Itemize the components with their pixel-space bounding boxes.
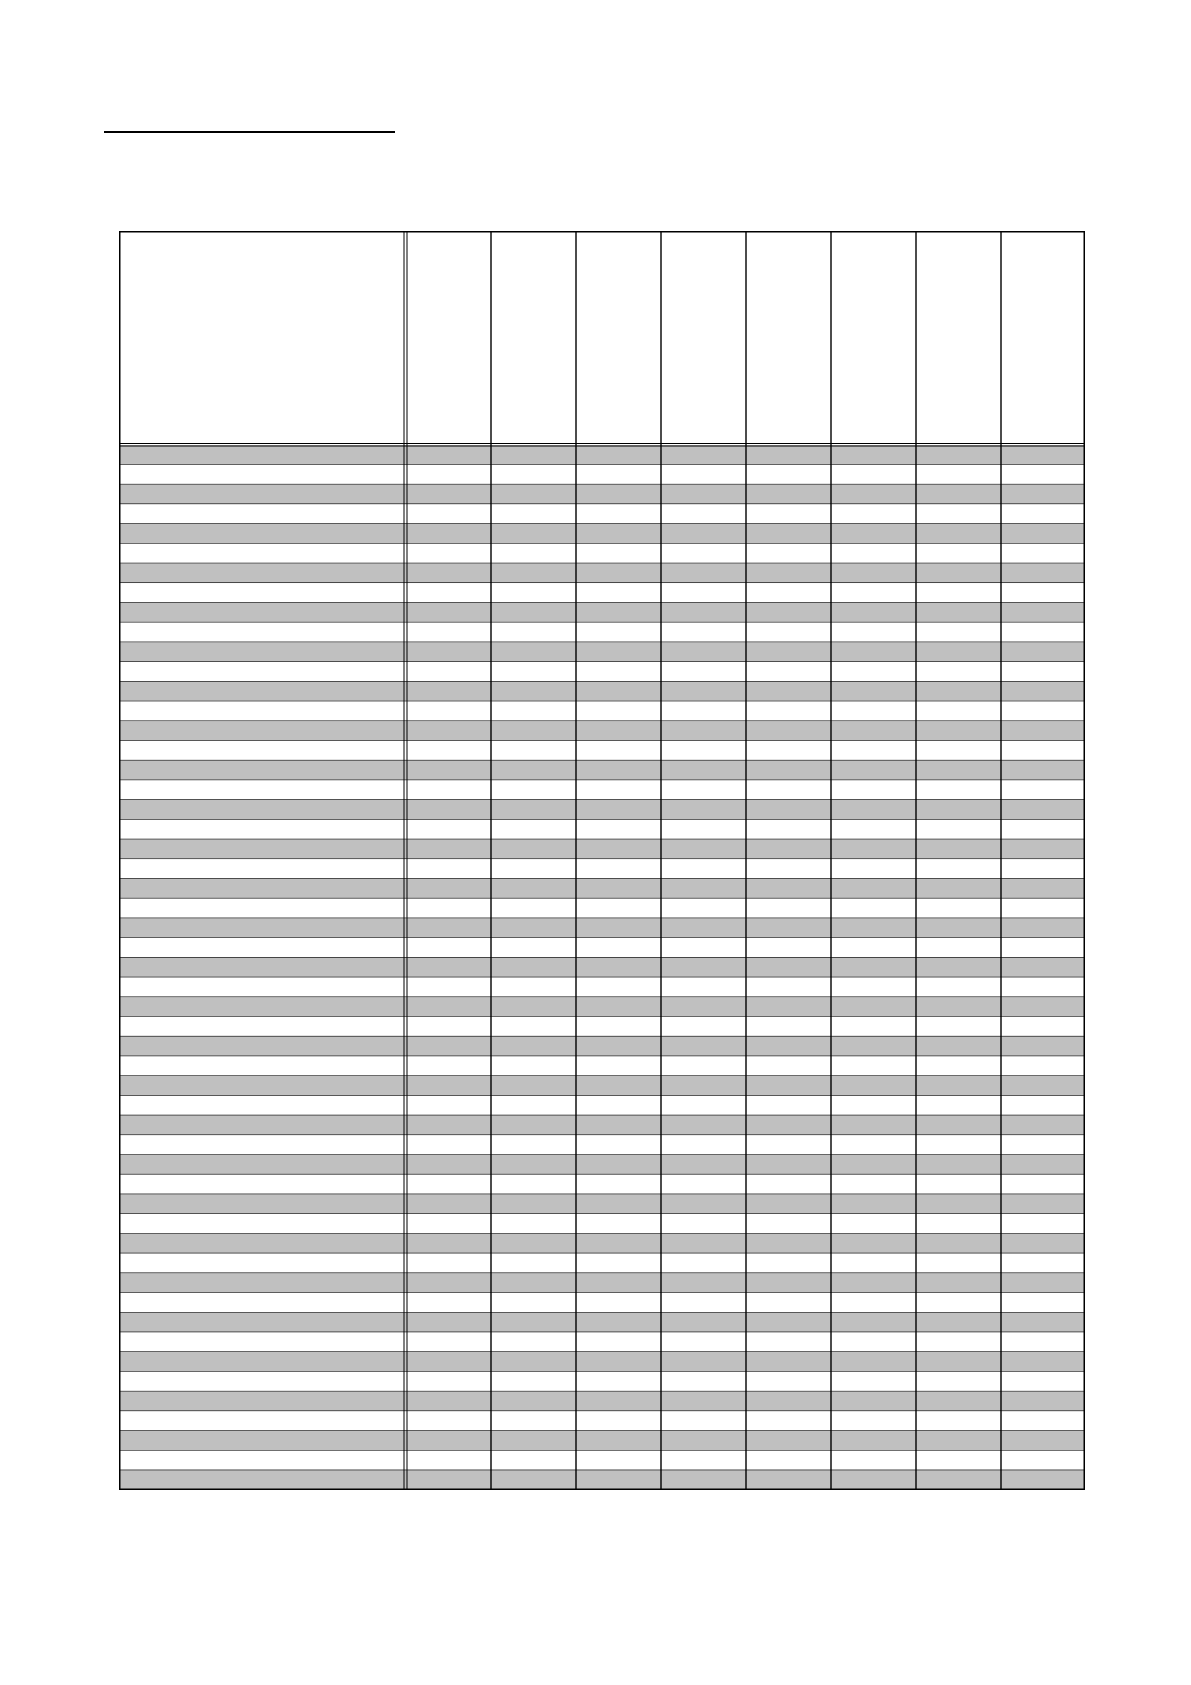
table-row <box>119 603 1085 623</box>
header-cell <box>491 231 576 445</box>
table-row <box>119 918 1085 938</box>
table-row <box>119 958 1085 978</box>
header-cell <box>916 231 1001 445</box>
table-row <box>119 1234 1085 1254</box>
data-table <box>119 231 1085 1490</box>
header-cell <box>119 231 406 445</box>
table-row <box>119 1175 1085 1195</box>
header-cell <box>746 231 831 445</box>
table-row <box>119 1431 1085 1451</box>
table-row <box>119 1451 1085 1471</box>
table-row <box>119 780 1085 800</box>
table-row <box>119 859 1085 879</box>
table-row <box>119 544 1085 564</box>
table-row <box>119 1313 1085 1333</box>
table-row <box>119 977 1085 997</box>
header-cell <box>406 231 491 445</box>
table-row <box>119 1155 1085 1175</box>
table-row <box>119 1037 1085 1057</box>
table-row <box>119 997 1085 1017</box>
table-row <box>119 642 1085 662</box>
table-row <box>119 1253 1085 1273</box>
table-row <box>119 820 1085 840</box>
table-row <box>119 682 1085 702</box>
table-row <box>119 1115 1085 1135</box>
table-row <box>119 583 1085 603</box>
table-row <box>119 662 1085 682</box>
table-row <box>119 1076 1085 1096</box>
table-row <box>119 1214 1085 1234</box>
table-row <box>119 800 1085 820</box>
header-cell <box>576 231 661 445</box>
table-row <box>119 1391 1085 1411</box>
header-cell <box>1001 231 1085 445</box>
table-row <box>119 1372 1085 1392</box>
header-cell <box>661 231 746 445</box>
table-row <box>119 1332 1085 1352</box>
table-row <box>119 1411 1085 1431</box>
header-cell <box>831 231 916 445</box>
table-row <box>119 898 1085 918</box>
table-row <box>119 1056 1085 1076</box>
table-row <box>119 1352 1085 1372</box>
table-row <box>119 1017 1085 1037</box>
table-row <box>119 839 1085 859</box>
table-row <box>119 1135 1085 1155</box>
table-row <box>119 622 1085 642</box>
table-row <box>119 1273 1085 1293</box>
table-row <box>119 504 1085 524</box>
table-row <box>119 721 1085 741</box>
table-row <box>119 524 1085 544</box>
table-row <box>119 465 1085 485</box>
table-row <box>119 879 1085 899</box>
table-row <box>119 445 1085 465</box>
table-row <box>119 1470 1085 1490</box>
title-underline <box>104 131 395 133</box>
table-row <box>119 938 1085 958</box>
table-row <box>119 741 1085 761</box>
table-row <box>119 1293 1085 1313</box>
table-row <box>119 1096 1085 1116</box>
table-row <box>119 1194 1085 1214</box>
table-row <box>119 760 1085 780</box>
table-row <box>119 563 1085 583</box>
table-grid <box>119 231 1085 1490</box>
table-row <box>119 484 1085 504</box>
table-row <box>119 701 1085 721</box>
